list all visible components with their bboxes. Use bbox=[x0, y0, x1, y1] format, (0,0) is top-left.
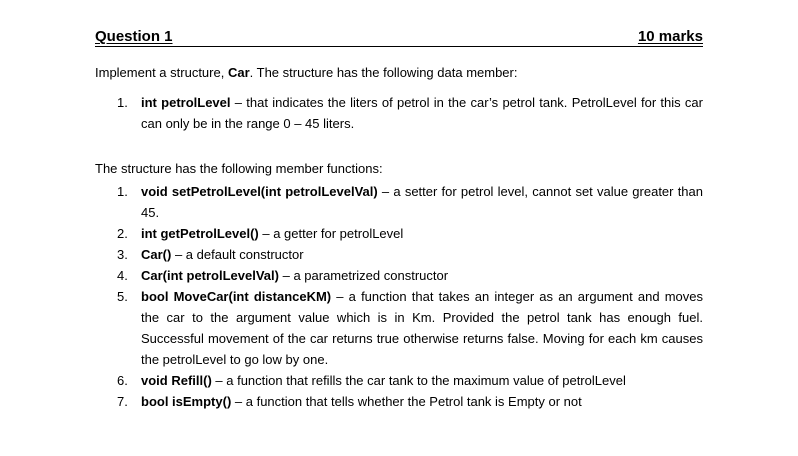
list-item bbox=[95, 244, 703, 265]
functions-intro: The structure has the following member functions: bbox=[95, 161, 383, 176]
function-description: – a getter for petrolLevel bbox=[258, 226, 404, 241]
function-signature: bool MoveCar(int distanceKM) bbox=[141, 289, 332, 304]
list-number: 7. bbox=[117, 394, 128, 409]
list-item bbox=[95, 223, 703, 244]
function-signature: void Refill() bbox=[141, 373, 212, 388]
list-number: 1. bbox=[117, 95, 128, 110]
function-description: – a function that refills the car tank to the maximum value of petrolLevel bbox=[211, 373, 626, 388]
structure-name: Car bbox=[227, 65, 250, 80]
member-description: – that indicates the liters of petrol in the car’s petrol tank. PetrolLevel for this car can only be in the range 0 – 45 liters. bbox=[141, 95, 703, 131]
function-signature: int getPetrolLevel() bbox=[141, 226, 259, 241]
function-description: – a function that takes an integer as an argument and moves the car to the argument value which is in Km. Provided the petrol tank has enough fuel. Successful movement of the car returns true otherwise returns false. Moving for each km causes the petrolLevel to go low by one. bbox=[141, 289, 703, 367]
member-function-list bbox=[95, 181, 703, 412]
function-description: – a function that tells whether the Petrol tank is Empty or not bbox=[231, 394, 582, 409]
list-item bbox=[95, 265, 703, 286]
function-signature: void setPetrolLevel(int petrolLevelVal) bbox=[141, 184, 378, 199]
list-number: 5. bbox=[117, 289, 128, 304]
list-item bbox=[95, 92, 703, 134]
data-member-list bbox=[95, 92, 703, 134]
list-number: 6. bbox=[117, 373, 128, 388]
list-number: 3. bbox=[117, 247, 128, 262]
question-title: Question 1 bbox=[95, 28, 173, 45]
function-description: – a setter for petrol level, cannot set value greater than 45. bbox=[141, 184, 704, 220]
list-item bbox=[95, 370, 703, 391]
list-item bbox=[95, 181, 703, 223]
function-signature: bool isEmpty() bbox=[141, 394, 232, 409]
list-number: 1. bbox=[117, 184, 128, 199]
function-signature: Car() bbox=[141, 247, 172, 262]
intro-prefix: Implement a structure, bbox=[95, 65, 228, 80]
intro-suffix: . The structure has the following data member: bbox=[249, 65, 518, 80]
list-number: 2. bbox=[117, 226, 128, 241]
intro-paragraph bbox=[95, 64, 703, 82]
function-description: – a default constructor bbox=[171, 247, 304, 262]
member-signature: int petrolLevel bbox=[141, 95, 231, 110]
question-marks: 10 marks bbox=[637, 28, 703, 45]
list-number: 4. bbox=[117, 268, 128, 283]
list-item bbox=[95, 391, 703, 412]
function-signature: Car(int petrolLevelVal) bbox=[141, 268, 279, 283]
document-page bbox=[95, 28, 703, 412]
list-item bbox=[95, 286, 703, 370]
function-description: – a parametrized constructor bbox=[278, 268, 449, 283]
question-header bbox=[95, 28, 703, 47]
